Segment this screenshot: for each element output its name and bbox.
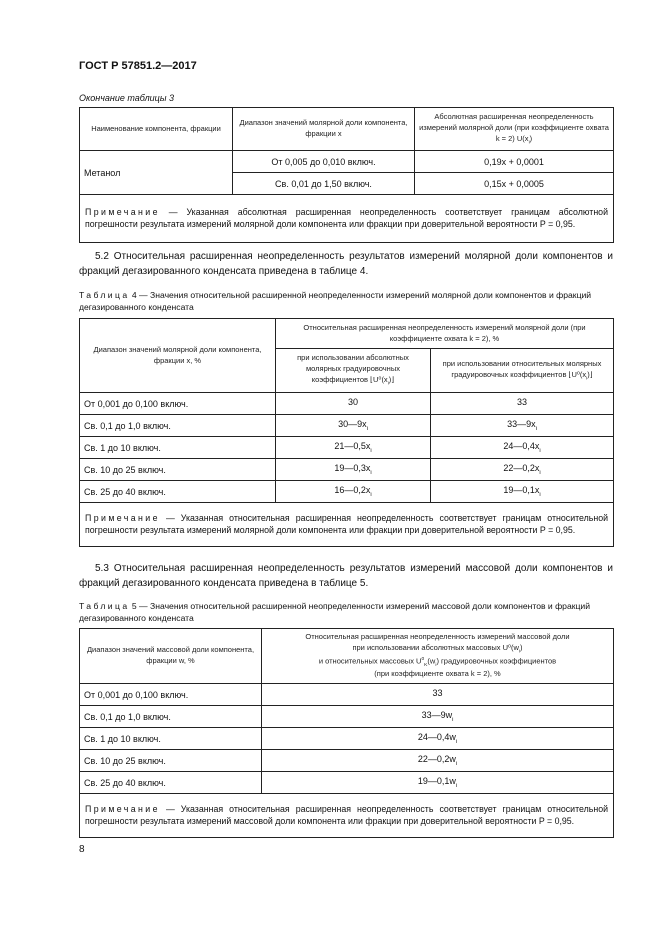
note-text: — Указанная абсолютная расширенная неопределенность соответствует границам абсолютной погрешности результата измерений молярной доли компонента или фракции при доверительной вероятности P = 0,95. bbox=[85, 206, 608, 229]
table5-range-cell: Св. 10 до 25 включ. bbox=[80, 750, 262, 772]
table3-value-cell: 0,15x + 0,0005 bbox=[415, 173, 614, 195]
table4-range-cell: Св. 10 до 25 включ. bbox=[80, 459, 276, 481]
table3-continuation-caption: Окончание таблицы 3 bbox=[79, 93, 174, 103]
table5-caption: Таблица 5 — Значения относительной расширенной неопределенности измерений массовой доли компонентов и фракций дегазированного конденсата bbox=[79, 601, 591, 624]
note-label: Примечание bbox=[85, 512, 160, 523]
table5-value-cell: $24—0,4w_i$ bbox=[262, 728, 614, 750]
table3-range-cell: От 0,005 до 0,010 включ. bbox=[233, 151, 415, 173]
table3-header-component: Наименование компонента, фракции bbox=[80, 108, 233, 151]
table4-note bbox=[80, 503, 614, 547]
table5-note bbox=[80, 794, 614, 838]
table5-header-range: Диапазон значений массовой доли компонента, фракции w, % bbox=[80, 629, 262, 684]
paragraph-5-2: 5.2 Относительная расширенная неопределенность результатов измерений молярной доли компонентов и фракций дегазированного конденсата приведена в таблице 4. bbox=[79, 251, 613, 277]
page-number: 8 bbox=[79, 844, 85, 855]
table4-rel-cell: 33 bbox=[431, 393, 614, 415]
table3-end bbox=[79, 107, 614, 243]
table5-range-cell: Св. 1 до 10 включ. bbox=[80, 728, 262, 750]
table4-caption: Таблица 4 — Значения относительной расширенной неопределенности измерений молярной доли компонентов и фракций дегазированного конденсата bbox=[79, 290, 592, 313]
table4-abs-cell: $16—0,2x_i$ bbox=[276, 481, 431, 503]
table3-header-uncertainty: Абсолютная расширенная неопределенность измерений молярной доли (при коэффициенте охвата k = 2) $U(x_i)$ bbox=[415, 108, 614, 151]
table4-abs-cell: $30—9x_i$ bbox=[276, 415, 431, 437]
table5-range-cell: От 0,001 до 0,100 включ. bbox=[80, 684, 262, 706]
table5-value-cell: $22—0,2w_i$ bbox=[262, 750, 614, 772]
table4-rel-cell: $22—0,2x_i$ bbox=[431, 459, 614, 481]
table4-header-absolute: при использовании абсолютных молярных градуировочных коэффициентов $⌊U^0(x_i)⌋$ bbox=[276, 349, 431, 393]
table5-value-cell: $19—0,1w_i$ bbox=[262, 772, 614, 794]
document-header: ГОСТ Р 57851.2—2017 bbox=[79, 60, 197, 72]
note-label: Примечание bbox=[85, 206, 160, 217]
table3-note bbox=[80, 195, 614, 243]
table4-rel-cell: $33—9x_i$ bbox=[431, 415, 614, 437]
note-label: Примечание bbox=[85, 803, 160, 814]
table3-value-cell: 0,19x + 0,0001 bbox=[415, 151, 614, 173]
table4-range-cell: Св. 25 до 40 включ. bbox=[80, 481, 276, 503]
table4-rel-cell: $19—0,1x_i$ bbox=[431, 481, 614, 503]
table4-range-cell: От 0,001 до 0,100 включ. bbox=[80, 393, 276, 415]
table4-header-relative: при использовании относительных молярных градуировочных коэффициентов $⌊U^0(x_i)⌋$ bbox=[431, 349, 614, 393]
table5-value-cell: 33 bbox=[262, 684, 614, 706]
table4-header-range: Диапазон значений молярной доли компонента, фракции x, % bbox=[80, 319, 276, 393]
table4 bbox=[79, 318, 614, 547]
table5-range-cell: Св. 25 до 40 включ. bbox=[80, 772, 262, 794]
table3-header-range: Диапазон значений молярной доли компонента, фракции x bbox=[233, 108, 415, 151]
table5-value-cell: $33—9w_i$ bbox=[262, 706, 614, 728]
table4-rel-cell: $24—0,4x_i$ bbox=[431, 437, 614, 459]
table5 bbox=[79, 628, 614, 838]
table3-component-name: Метанол bbox=[80, 151, 233, 195]
paragraph-5-3: 5.3 Относительная расширенная неопределенность результатов измерений массовой доли компонентов и фракций дегазированного конденсата приведена в таблице 5. bbox=[79, 563, 613, 589]
table4-range-cell: Св. 0,1 до 1,0 включ. bbox=[80, 415, 276, 437]
note-text: — Указанная относительная расширенная неопределенность соответствует границам относительной погрешности результата измерений массовой доли компонента или фракции при доверительной вероятности P = 0,95. bbox=[85, 803, 608, 826]
table4-abs-cell: 30 bbox=[276, 393, 431, 415]
table4-abs-cell: $21—0,5x_i$ bbox=[276, 437, 431, 459]
table4-abs-cell: $19—0,3x_i$ bbox=[276, 459, 431, 481]
table4-header-main: Относительная расширенная неопределенность измерений молярной доли (при коэффициенте охвата k = 2), % bbox=[276, 319, 614, 349]
table5-range-cell: Св. 0,1 до 1,0 включ. bbox=[80, 706, 262, 728]
table4-range-cell: Св. 1 до 10 включ. bbox=[80, 437, 276, 459]
note-text: — Указанная относительная расширенная неопределенность соответствует границам относительной погрешности результата измерений молярной доли компонента или фракции при доверительной вероятности P = 0,95. bbox=[85, 512, 609, 535]
table3-range-cell: Св. 0,01 до 1,50 включ. bbox=[233, 173, 415, 195]
table5-header-main: Относительная расширенная неопределенность измерений массовой доли при использовании абсолютных массовых $U^0(w_i)$ и относительных массовых $U^0_K(w_i)$ градуировочных коэффициентов (при коэффициенте охвата k = 2), % bbox=[262, 629, 614, 684]
